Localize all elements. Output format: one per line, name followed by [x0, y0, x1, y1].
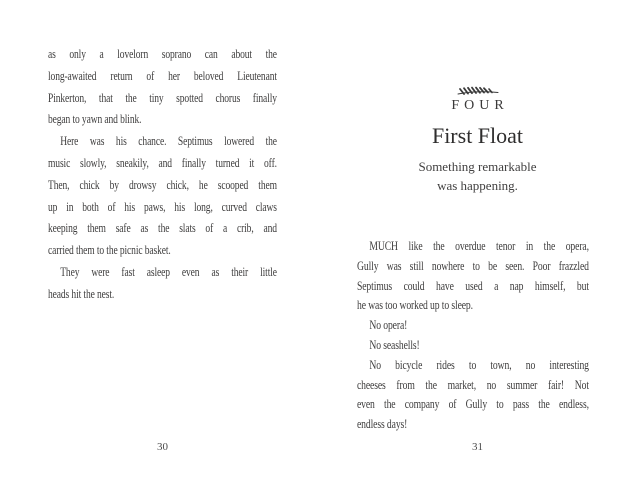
- text-line: Septimus could have used a nap himself, but: [357, 278, 589, 293]
- text-line: They were fast asleep even as their little: [60, 264, 277, 279]
- chapter-number: FOUR: [451, 98, 509, 113]
- text-line: cheeses from the market, no summer fair! Not: [357, 377, 589, 392]
- text-line: keeping them safe as the slats of a crib, and: [48, 221, 277, 236]
- text-line: Gully was still nowhere to be seen. Poor frazzled: [357, 258, 589, 273]
- text-line: he was too worked up to sleep.: [357, 298, 473, 313]
- text-line: Pinkerton, that the tiny spotted chorus finally: [48, 90, 277, 105]
- left-page-text: [48, 44, 277, 306]
- text-line: No bicycle rides to town, no interesting: [369, 357, 589, 372]
- text-line: Then, chick by drowsy chick, he scooped them: [48, 177, 277, 192]
- feather-ornament-icon: [456, 86, 500, 96]
- text-line: Here was his chance. Septimus lowered the: [60, 134, 277, 149]
- text-line: as only a lovelorn soprano can about the: [48, 47, 277, 61]
- text-line: endless days!: [357, 417, 408, 432]
- chapter-epigraph: [357, 157, 598, 195]
- chapter-title: First Float: [431, 123, 524, 148]
- text-line: began to yawn and blink.: [48, 112, 142, 127]
- text-line: MUCH like the overdue tenor in the opera,: [369, 239, 589, 253]
- chapter-heading: [357, 86, 598, 195]
- text-line: even the company of Gully to pass the endless,: [357, 397, 589, 412]
- text-line: heads hit the nest.: [48, 286, 115, 301]
- epigraph-line: Something remarkable: [418, 159, 537, 174]
- text-line: up in both of his paws, his long, curved claws: [48, 199, 277, 214]
- text-line: long-awaited return of her beloved Lieutenant: [48, 68, 277, 83]
- text-line: carried them to the picnic basket.: [48, 243, 171, 258]
- text-line: music slowly, sneakily, and finally turned it off.: [48, 155, 277, 170]
- text-line: No seashells!: [369, 337, 420, 352]
- left-page-number: 30: [157, 441, 168, 453]
- epigraph-line: was happening.: [437, 178, 518, 193]
- right-page-number: 31: [472, 441, 483, 453]
- right-page-text: [357, 237, 589, 435]
- text-line: No opera!: [369, 318, 408, 333]
